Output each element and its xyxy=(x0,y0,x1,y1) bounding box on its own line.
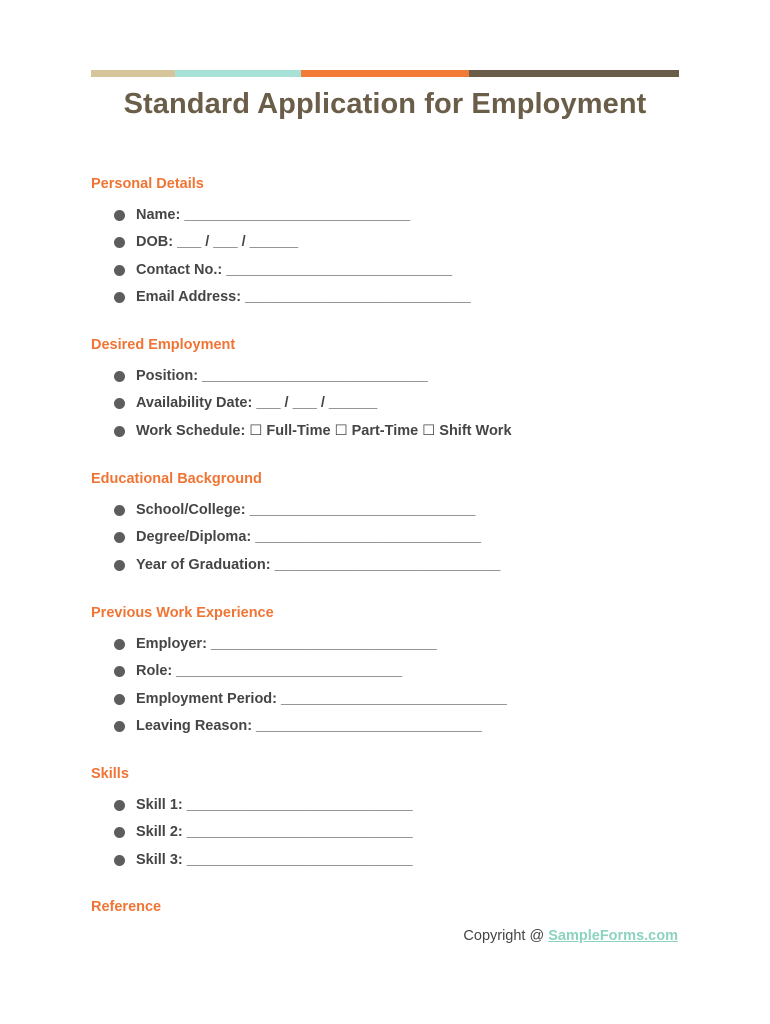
form-field[interactable] xyxy=(91,234,471,261)
form-field[interactable] xyxy=(91,797,413,824)
form-field[interactable] xyxy=(91,207,471,234)
section-desired-employment xyxy=(91,337,512,450)
field-label: Leaving Reason: ____________________________ xyxy=(136,717,482,734)
accent-bar-segment xyxy=(175,70,301,77)
section-reference xyxy=(91,899,161,915)
section-previous-work-experience xyxy=(91,605,507,745)
field-label: Degree/Diploma: ____________________________ xyxy=(136,529,482,546)
section-heading: Previous Work Experience xyxy=(91,605,274,621)
section-heading: Skills xyxy=(91,766,129,782)
bullet-icon xyxy=(114,827,125,838)
field-list xyxy=(91,636,507,745)
bullet-icon xyxy=(114,505,125,516)
field-label: Employer: ____________________________ xyxy=(136,636,437,652)
bullet-icon xyxy=(114,800,125,811)
page-title: Standard Application for Employment xyxy=(123,88,647,120)
bullet-icon xyxy=(114,639,125,650)
bullet-icon xyxy=(114,855,125,866)
bullet-icon xyxy=(114,721,125,732)
accent-bar-segment xyxy=(91,70,175,77)
form-field[interactable] xyxy=(91,636,507,663)
bullet-icon xyxy=(114,426,125,437)
copyright-text: Copyright @ xyxy=(463,928,549,944)
field-label: Skill 2: ____________________________ xyxy=(136,824,413,841)
section-personal-details xyxy=(91,176,471,316)
field-label: Contact No.: ____________________________ xyxy=(136,261,453,278)
field-label: Role: ____________________________ xyxy=(136,663,403,680)
form-field[interactable] xyxy=(91,368,512,395)
form-field[interactable] xyxy=(91,423,512,450)
bullet-icon xyxy=(114,292,125,303)
form-field[interactable] xyxy=(91,262,471,289)
bullet-icon xyxy=(114,666,125,677)
field-list xyxy=(91,502,500,584)
field-label: Work Schedule: ☐ Full-Time ☐ Part-Time ☐ Shift Work xyxy=(136,422,512,439)
accent-bar-segment xyxy=(301,70,469,77)
bullet-icon xyxy=(114,398,125,409)
brand-link[interactable]: SampleForms.com xyxy=(548,928,678,944)
copyright-footer xyxy=(463,928,678,944)
field-label: Employment Period: ____________________________ xyxy=(136,690,507,707)
form-field[interactable] xyxy=(91,663,507,690)
color-accent-bar xyxy=(91,70,679,77)
section-heading: Reference xyxy=(91,899,162,915)
form-field[interactable] xyxy=(91,557,500,584)
section-heading: Personal Details xyxy=(91,176,204,192)
field-label: Position: ____________________________ xyxy=(136,368,428,384)
field-list xyxy=(91,797,413,879)
field-label: School/College: ____________________________ xyxy=(136,502,476,518)
field-label: Email Address: ____________________________ xyxy=(136,288,471,305)
section-skills xyxy=(91,766,413,879)
form-field[interactable] xyxy=(91,852,413,879)
section-heading: Educational Background xyxy=(91,471,262,487)
field-label: DOB: ___ / ___ / ______ xyxy=(136,234,299,251)
field-label: Skill 1: ____________________________ xyxy=(136,797,413,813)
bullet-icon xyxy=(114,237,125,248)
form-field[interactable] xyxy=(91,529,500,556)
field-label: Year of Graduation: ____________________________ xyxy=(136,556,501,573)
field-label: Name: ____________________________ xyxy=(136,207,411,223)
bullet-icon xyxy=(114,265,125,276)
field-list xyxy=(91,368,512,450)
accent-bar-segment xyxy=(469,70,679,77)
form-field[interactable] xyxy=(91,824,413,851)
bullet-icon xyxy=(114,371,125,382)
bullet-icon xyxy=(114,532,125,543)
field-label: Availability Date: ___ / ___ / ______ xyxy=(136,395,378,412)
form-field[interactable] xyxy=(91,691,507,718)
section-educational-background xyxy=(91,471,500,584)
form-field[interactable] xyxy=(91,289,471,316)
field-list xyxy=(91,207,471,316)
bullet-icon xyxy=(114,210,125,221)
form-field[interactable] xyxy=(91,502,500,529)
field-label: Skill 3: ____________________________ xyxy=(136,851,413,868)
section-heading: Desired Employment xyxy=(91,337,236,353)
form-field[interactable] xyxy=(91,395,512,422)
bullet-icon xyxy=(114,694,125,705)
bullet-icon xyxy=(114,560,125,571)
form-field[interactable] xyxy=(91,718,507,745)
